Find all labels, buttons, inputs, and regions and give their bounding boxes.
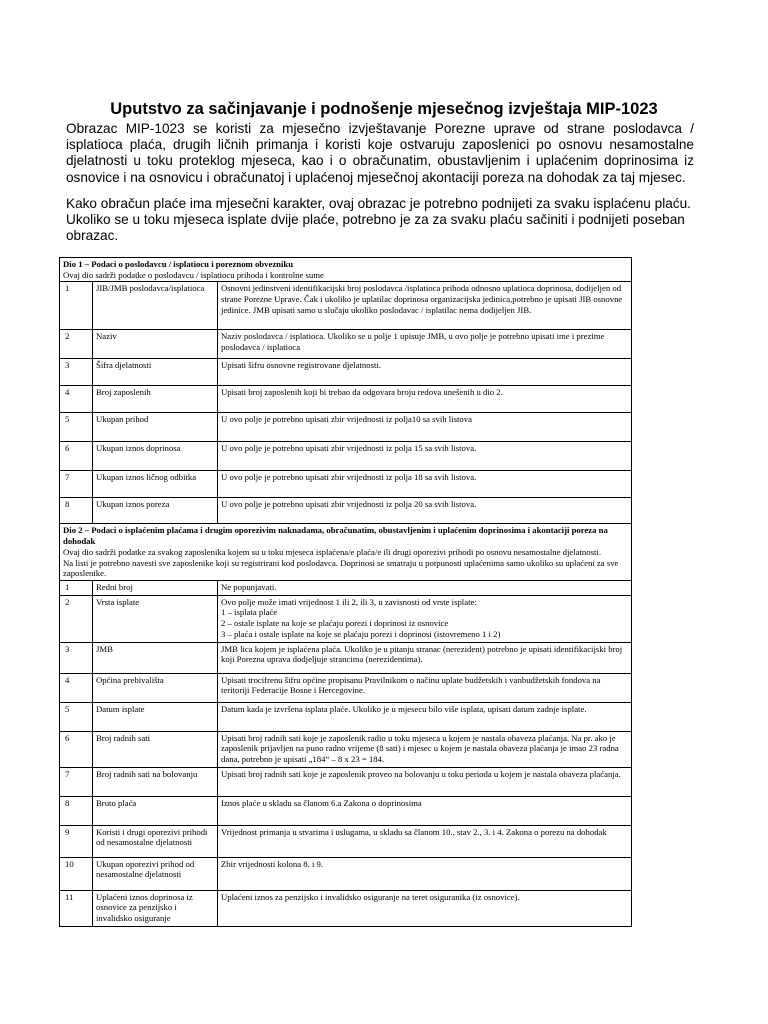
- row-description: Upisati broj radnih sati koje je zaposlenik proveo na bolovanju u toku perioda u kojem je nastala obaveza plaćanja.: [218, 767, 632, 796]
- row-description: Ne popunjavati.: [218, 580, 632, 595]
- table-row: [60, 642, 632, 673]
- row-description: U ovo polje je potrebno upisati zbir vrijednosti iz polja 20 sa svih listova.: [218, 498, 632, 524]
- table-row: [60, 673, 632, 702]
- document-title: Uputstvo za sačinjavanje i podnošenje mjesečnog izvještaja MIP-1023: [110, 100, 658, 118]
- table-row: [60, 825, 632, 857]
- row-description: Upisati broj zaposlenih koji bi trebao da odgovara broju redova unešenih u dio 2.: [218, 386, 632, 413]
- row-field-name: Naziv: [93, 330, 218, 359]
- row-description: Naziv poslodavca / isplatioca. Ukoliko se u polje 1 upisuje JMB, u ovo polje je potrebno upisati ime i prezime poslodavca / isplatioca: [218, 330, 632, 359]
- row-field-name: Ukupan oporezivi prihod od nesamostalne djelatnosti: [93, 857, 218, 890]
- row-number: 2: [60, 330, 93, 359]
- row-number: 1: [60, 282, 93, 330]
- row-field-name: Ukupan prihod: [93, 413, 218, 442]
- row-field-name: Broj radnih sati na bolovanju: [93, 767, 218, 796]
- row-number: 4: [60, 673, 93, 702]
- table-row: [60, 282, 632, 330]
- row-number: 8: [60, 498, 93, 524]
- intro-paragraph-1: Obrazac MIP-1023 se koristi za mjesečno izvještavanje Porezne uprave od strane poslodavca / isplatioca plaća, drugih ličnih primanja i koristi koje ostvaruju zaposlenici po osnovu nesamostalne djelatnosti u toku proteklog mjeseca, kao i o obračunatim, obustavljenim i uplaćenim doprinosima iz osnovice i na osnovicu i obračunatoj i uplaćenoj mjesečnoj akontaciji poreza na dohodak za taj mjesec.: [66, 121, 694, 185]
- table-row: [60, 330, 632, 359]
- table-row: [60, 890, 632, 926]
- row-field-name: JMB: [93, 642, 218, 673]
- table-row: [60, 580, 632, 595]
- row-number: 6: [60, 731, 93, 767]
- row-number: 3: [60, 359, 93, 386]
- row-description: Ovo polje može imati vrijednost 1 ili 2, ili 3, u zavisnosti od vrste isplate: 1 – isplata plaće 2 – ostale isplate na koje se plaćaju porezi i doprinosi iz osnovice 3 – plaća i ostale isplate na koje se plaćaju porezi i doprinosi (istovremeno 1 i 2): [218, 595, 632, 642]
- row-field-name: Ukupan iznos poreza: [93, 498, 218, 524]
- row-description: Vrijednost primanja u stvarima i uslugama, u skladu sa članom 10., stav 2., 3. i 4. Zakona o porezu na dohodak: [218, 825, 632, 857]
- row-description: U ovo polje je potrebno upisati zbir vrijednosti iz polja10 sa svih listova: [218, 413, 632, 442]
- row-field-name: Broj zaposlenih: [93, 386, 218, 413]
- instructions-table: [59, 257, 632, 927]
- part2-description-2: Na listi je potrebno navesti sve zaposlenike koji su registrirani kod poslodavca. Doprinosi se smatraju u potpunosti uplaćenima samo ukoliko su uplaćeni za sve zaposlenike.: [63, 557, 619, 579]
- row-field-name: Datum isplate: [93, 702, 218, 731]
- row-number: 4: [60, 386, 93, 413]
- table-row: [60, 767, 632, 796]
- part1-description: Ovaj dio sadrži podatke o poslodavcu / isplatiocu prihoda i kontrolne sume: [63, 269, 324, 280]
- row-field-name: Šifra djelatnosti: [93, 359, 218, 386]
- part2-header: [60, 524, 632, 581]
- row-number: 2: [60, 595, 93, 642]
- row-field-name: Ukupan iznos ličnog odbitka: [93, 471, 218, 498]
- row-number: 7: [60, 767, 93, 796]
- row-description: Uplaćeni iznos za penzijsko i invalidsko osiguranje na teret osiguranika (iz osnovice).: [218, 890, 632, 926]
- row-number: 1: [60, 580, 93, 595]
- row-description: Iznos plaće u skladu sa članom 6.a Zakona o doprinosima: [218, 796, 632, 825]
- part2-description-1: Ovaj dio sadrži podatke za svakog zaposlenika kojem su u toku mjeseca isplaćena/e plaća/e ili drugi oporezivi prihodi po osnovu nesamostalne djelatnosti.: [63, 546, 601, 557]
- intro-paragraph-2: Kako obračun plaće ima mjesečni karakter, ovaj obrazac je potrebno podnijeti za svaku isplaćenu plaću. Ukoliko se u toku mjeseca isplate dvije plaće, potrebno je za za svaku plaću sačiniti i podnijeti poseban obrazac.: [66, 196, 691, 244]
- row-description: U ovo polje je potrebno upisati zbir vrijednosti iz polja 18 sa svih listova.: [218, 471, 632, 498]
- row-field-name: Ukupan iznos doprinosa: [93, 442, 218, 471]
- row-number: 9: [60, 825, 93, 857]
- row-description: Upisati broj radnih sati koje je zaposlenik radio u toku mjeseca u kojem je nastala obaveza plaćanja. Na pr. ako je zaposlenik prijavljen na puno radno vrijeme (8 sati) i mjesec u kojem je nastala obaveza plaćanja je imao 23 radna dana, potrebno je upisati „184“ – 8 x 23 = 184.: [218, 731, 632, 767]
- part1-header-row: [60, 258, 632, 282]
- part2-header-row: [60, 524, 632, 581]
- row-number: 5: [60, 413, 93, 442]
- table-row: [60, 796, 632, 825]
- row-field-name: Koristi i drugi oporezivi prihodi od nesamostalne djelatnosti: [93, 825, 218, 857]
- row-description: JMB lica kojem je isplaćena plaća. Ukoliko je u pitanju stranac (nerezident) potrebno je upisati identifikacijski broj koji Porezna uprava dodjeljuje strancima (nerezidentima).: [218, 642, 632, 673]
- row-number: 10: [60, 857, 93, 890]
- part1-header: [60, 258, 632, 282]
- table-row: [60, 413, 632, 442]
- row-description: Zbir vrijednosti kolona 8. i 9.: [218, 857, 632, 890]
- row-number: 3: [60, 642, 93, 673]
- row-field-name: JIB/JMB poslodavca/isplatioca: [93, 282, 218, 330]
- table-row: [60, 498, 632, 524]
- row-field-name: Vrsta isplate: [93, 595, 218, 642]
- row-number: 8: [60, 796, 93, 825]
- row-field-name: Redni broj: [93, 580, 218, 595]
- table-row: [60, 857, 632, 890]
- row-number: 5: [60, 702, 93, 731]
- table-row: [60, 595, 632, 642]
- table-row: [60, 731, 632, 767]
- part2-title: Dio 2 – Podaci o isplaćenim plaćama i drugim oporezivim naknadama, obračunatim, obustavljenim i uplaćenim doprinosima i akontaciji poreza na dohodak: [63, 525, 608, 547]
- part1-title: Dio 1 – Podaci o poslodavcu / isplatiocu i poreznom obvezniku: [63, 259, 294, 269]
- table-row: [60, 359, 632, 386]
- row-number: 6: [60, 442, 93, 471]
- row-field-name: Bruto plaća: [93, 796, 218, 825]
- row-description: Osnovni jedinstveni identifikacijski broj poslodavca /isplatioca prihoda odnosno uplatioca doprinosa, dodijeljen od strane Porezne Uprave. Čak i ukoliko je uplatilac doprinosa organizacijska jedinica,potrebno je upisati JIB osnovne jedinice. JMB upisati samo u slučaju ukoliko poslodavac / isplatilac nema dodijeljen JIB.: [218, 282, 632, 330]
- table-row: [60, 471, 632, 498]
- table-row: [60, 442, 632, 471]
- table-row: [60, 386, 632, 413]
- row-number: 7: [60, 471, 93, 498]
- row-field-name: Broj radnih sati: [93, 731, 218, 767]
- row-field-name: Uplaćeni iznos doprinosa iz osnovice za penzijsko i invalidsko osiguranje: [93, 890, 218, 926]
- row-description: U ovo polje je potrebno upisati zbir vrijednosti iz polja 15 sa svih listova.: [218, 442, 632, 471]
- row-field-name: Općina prebivališta: [93, 673, 218, 702]
- row-description: Datum kada je izvršena isplata plaće. Ukoliko je u mjesecu bilo više isplata, upisati datum zadnje isplate.: [218, 702, 632, 731]
- table-row: [60, 702, 632, 731]
- row-number: 11: [60, 890, 93, 926]
- row-description: Upisati šifru osnovne registrovane djelatnosti.: [218, 359, 632, 386]
- row-description: Upisati trocifrenu šifru općine propisanu Pravilnikom o načinu uplate budžetskih i vanbudžetskih fondova na teritoriji Federacije Bosne i Hercegovine.: [218, 673, 632, 702]
